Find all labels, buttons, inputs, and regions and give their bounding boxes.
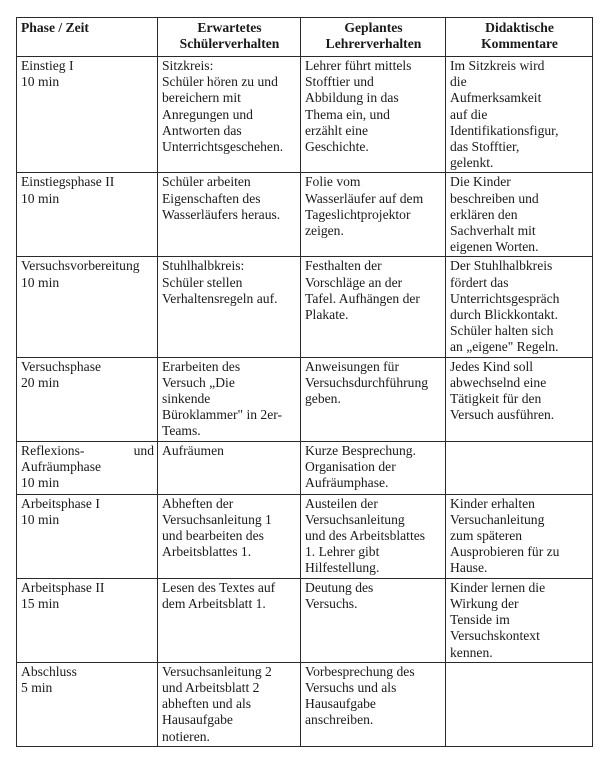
- cell-lehrer: [301, 173, 446, 257]
- cell-text-line: Versuch ausführen.: [450, 407, 555, 423]
- cell-text-line: sinkende: [162, 391, 211, 407]
- cell-text-line: Vorschläge an der: [305, 274, 403, 290]
- cell-text-line: bereichern mit: [162, 90, 241, 106]
- table-row: [17, 662, 593, 746]
- cell-lehrer: [301, 441, 446, 494]
- cell-text-line: fördert das: [450, 274, 509, 290]
- cell-schueler: [158, 494, 301, 578]
- cell-text-line: Hausaufgabe: [162, 712, 233, 728]
- table-row: [17, 494, 593, 578]
- cell-text-line: und des Arbeitsblattes: [305, 528, 426, 544]
- cell-text-line: eigenen Worten.: [450, 239, 539, 255]
- cell-kommentar: [446, 257, 593, 357]
- cell-text-line: Plakate.: [305, 307, 349, 323]
- cell-text-line: Tafel. Aufhängen der: [305, 290, 420, 306]
- header-row: [17, 18, 593, 57]
- cell-text-line: Abheften der: [162, 495, 234, 511]
- cell-text-line: abheften und als: [162, 696, 252, 712]
- cell-text-line: 10 min: [21, 511, 60, 527]
- cell-text-line: Lehrer führt mittels: [305, 58, 412, 73]
- cell-phase: [17, 257, 158, 357]
- cell-text-line: Erarbeiten des: [162, 358, 241, 374]
- cell-text-line: Abbildung in das: [305, 90, 399, 106]
- cell-text-line: anschreiben.: [305, 712, 374, 728]
- cell-text-line: Abschluss: [21, 663, 77, 679]
- cell-text-line: die: [450, 74, 467, 90]
- table-row: [17, 57, 593, 173]
- cell-text-line: Folie vom: [305, 174, 361, 190]
- cell-phase: [17, 57, 158, 173]
- cell-text-line: durch Blickkontakt.: [450, 307, 558, 323]
- cell-text-line: Geschichte.: [305, 139, 369, 155]
- lesson-plan-table: [16, 17, 593, 747]
- header-lehrer: Geplantes Lehrerverhalten: [301, 18, 446, 57]
- cell-kommentar: [446, 441, 593, 494]
- cell-text-line: Organisation der: [305, 458, 396, 474]
- table-row: [17, 578, 593, 662]
- cell-schueler: [158, 257, 301, 357]
- cell-text-line: Stofftier und: [305, 74, 374, 90]
- cell-text-line: Kurze Besprechung.: [305, 442, 416, 458]
- cell-phase: [17, 357, 158, 441]
- cell-text-line: Anweisungen für: [305, 358, 400, 374]
- cell-text-line: Tätigkeit für den: [450, 391, 542, 407]
- cell-text-line: Anregungen und: [162, 106, 253, 122]
- cell-text-line: Festhalten der: [305, 258, 382, 274]
- cell-phase: [17, 662, 158, 746]
- cell-text-line: Schüler arbeiten: [162, 174, 251, 190]
- cell-text-line: Verhaltensregeln auf.: [162, 290, 278, 306]
- cell-text-line: Antworten das: [162, 122, 242, 138]
- cell-text-line: Deutung des: [305, 579, 374, 595]
- header-kommentar: Didaktische Kommentare: [446, 18, 593, 57]
- table-row: [17, 173, 593, 257]
- cell-text-line: Kinder erhalten: [450, 495, 535, 511]
- cell-text-line: Schüler stellen: [162, 274, 243, 290]
- cell-lehrer: [301, 662, 446, 746]
- cell-text-line: Aufmerksamkeit: [450, 90, 542, 106]
- cell-text-line: Versuchanleitung: [450, 511, 545, 527]
- cell-text-line: erklären den: [450, 206, 518, 222]
- cell-text-line: Versuchsdurchführung: [305, 374, 429, 390]
- cell-text-line: Versuchsanleitung 1: [162, 511, 272, 527]
- cell-text-line: Hause.: [450, 560, 488, 576]
- cell-text-line: Arbeitsphase II: [21, 579, 105, 595]
- cell-text-line: Tenside im: [450, 612, 510, 628]
- cell-text-line: Unterrichtsgespräch: [450, 290, 560, 306]
- cell-text-line: Versuchsanleitung 2: [162, 663, 272, 679]
- cell-schueler: [158, 578, 301, 662]
- cell-text-line: Identifikationsfigur,: [450, 122, 559, 138]
- cell-kommentar: [446, 578, 593, 662]
- cell-text-line: Vorbesprechung des: [305, 663, 415, 679]
- cell-text-line: Teams.: [162, 423, 201, 439]
- cell-text-line: 20 min: [21, 374, 60, 390]
- table-body: [17, 57, 593, 747]
- cell-text-line: Die Kinder: [450, 174, 511, 190]
- cell-text-line: beschreiben und: [450, 190, 539, 206]
- cell-text-line: Der Stuhlhalbkreis: [450, 258, 553, 274]
- cell-text-line: erzählt eine: [305, 122, 369, 138]
- cell-lehrer: [301, 494, 446, 578]
- cell-text-line: zeigen.: [305, 223, 344, 239]
- cell-text-line: Aufräumphase: [21, 458, 102, 474]
- cell-phase: [17, 578, 158, 662]
- cell-kommentar: [446, 662, 593, 746]
- cell-text-line: Wasserläufers heraus.: [162, 206, 281, 222]
- cell-text-line: Einstiegsphase II: [21, 174, 115, 190]
- cell-phase: [17, 494, 158, 578]
- cell-text-line: Einstieg I: [21, 58, 74, 73]
- cell-text-line: 10 min: [21, 475, 60, 491]
- cell-text-line: auf die: [450, 106, 488, 122]
- cell-text-line: Arbeitsphase I: [21, 495, 100, 511]
- cell-text-line: Kinder lernen die: [450, 579, 546, 595]
- cell-text-line: Sachverhalt mit: [450, 223, 536, 239]
- cell-text-line: dem Arbeitsblatt 1.: [162, 595, 266, 611]
- cell-phase: [17, 441, 158, 494]
- cell-text-line: 1. Lehrer gibt: [305, 544, 380, 560]
- cell-text-line: Reflexions- und: [21, 442, 154, 458]
- table-row: [17, 441, 593, 494]
- cell-text-line: Schüler hören zu und: [162, 74, 278, 90]
- cell-text-line: Lesen des Textes auf: [162, 579, 276, 595]
- cell-text-line: Schüler halten sich: [450, 323, 554, 339]
- cell-kommentar: [446, 494, 593, 578]
- cell-text-line: an „eigene" Regeln.: [450, 339, 559, 355]
- cell-text-line: 10 min: [21, 74, 60, 90]
- cell-text-line: Stuhlhalbkreis:: [162, 258, 245, 274]
- cell-text-line: Wasserläufer auf dem: [305, 190, 424, 206]
- header-schueler: Erwartetes Schülerverhalten: [158, 18, 301, 57]
- cell-text-line: Versuchs und als: [305, 679, 397, 695]
- cell-text-line: Tageslichtprojektor: [305, 206, 411, 222]
- cell-text-line: gelenkt.: [450, 155, 494, 171]
- cell-text-line: Arbeitsblattes 1.: [162, 544, 252, 560]
- cell-schueler: [158, 173, 301, 257]
- cell-text-line: Sitzkreis:: [162, 58, 214, 73]
- cell-text-line: Wirkung der: [450, 595, 519, 611]
- cell-text-line: Aufräumen: [162, 442, 224, 458]
- table-row: [17, 257, 593, 357]
- cell-text-line: 15 min: [21, 595, 60, 611]
- cell-text-line: Unterrichtsgeschehen.: [162, 139, 284, 155]
- cell-phase: [17, 173, 158, 257]
- cell-text-line: notieren.: [162, 728, 210, 744]
- cell-text-line: Versuchsanleitung: [305, 511, 405, 527]
- cell-text-line: geben.: [305, 391, 341, 407]
- cell-text-line: Versuch „Die: [162, 374, 235, 390]
- cell-text-line: Eigenschaften des: [162, 190, 261, 206]
- cell-text-line: das Stofftier,: [450, 139, 520, 155]
- cell-text-line: 10 min: [21, 274, 60, 290]
- cell-text-line: 10 min: [21, 190, 60, 206]
- cell-text-line: Hausaufgabe: [305, 696, 376, 712]
- cell-lehrer: [301, 357, 446, 441]
- cell-text-line: zum späteren: [450, 528, 523, 544]
- cell-kommentar: [446, 357, 593, 441]
- cell-text-line: Austeilen der: [305, 495, 378, 511]
- cell-text-line: Versuchskontext: [450, 628, 540, 644]
- cell-schueler: [158, 662, 301, 746]
- header-phase: Phase / Zeit: [17, 18, 158, 57]
- cell-kommentar: [446, 57, 593, 173]
- cell-text-line: und bearbeiten des: [162, 528, 264, 544]
- cell-lehrer: [301, 578, 446, 662]
- cell-text-line: abwechselnd eine: [450, 374, 547, 390]
- cell-text-line: Ausprobieren für zu: [450, 544, 560, 560]
- cell-schueler: [158, 441, 301, 494]
- lesson-plan-document: [16, 17, 592, 747]
- table-row: [17, 357, 593, 441]
- cell-text-line: Thema ein, und: [305, 106, 390, 122]
- cell-text-line: Im Sitzkreis wird: [450, 58, 545, 73]
- cell-text-line: kennen.: [450, 644, 493, 660]
- cell-schueler: [158, 57, 301, 173]
- cell-lehrer: [301, 257, 446, 357]
- cell-text-line: Büroklammer" in 2er-: [162, 407, 283, 423]
- cell-lehrer: [301, 57, 446, 173]
- cell-text-line: 5 min: [21, 679, 53, 695]
- cell-text-line: Aufräumphase.: [305, 475, 389, 491]
- cell-text-line: Versuchsphase: [21, 358, 102, 374]
- cell-kommentar: [446, 173, 593, 257]
- cell-text-line: Hilfestellung.: [305, 560, 380, 576]
- cell-schueler: [158, 357, 301, 441]
- cell-text-line: und Arbeitsblatt 2: [162, 679, 260, 695]
- cell-text-line: Versuchs.: [305, 595, 358, 611]
- cell-text-line: Jedes Kind soll: [450, 358, 534, 374]
- cell-text-line: Versuchsvorbereitung: [21, 258, 140, 274]
